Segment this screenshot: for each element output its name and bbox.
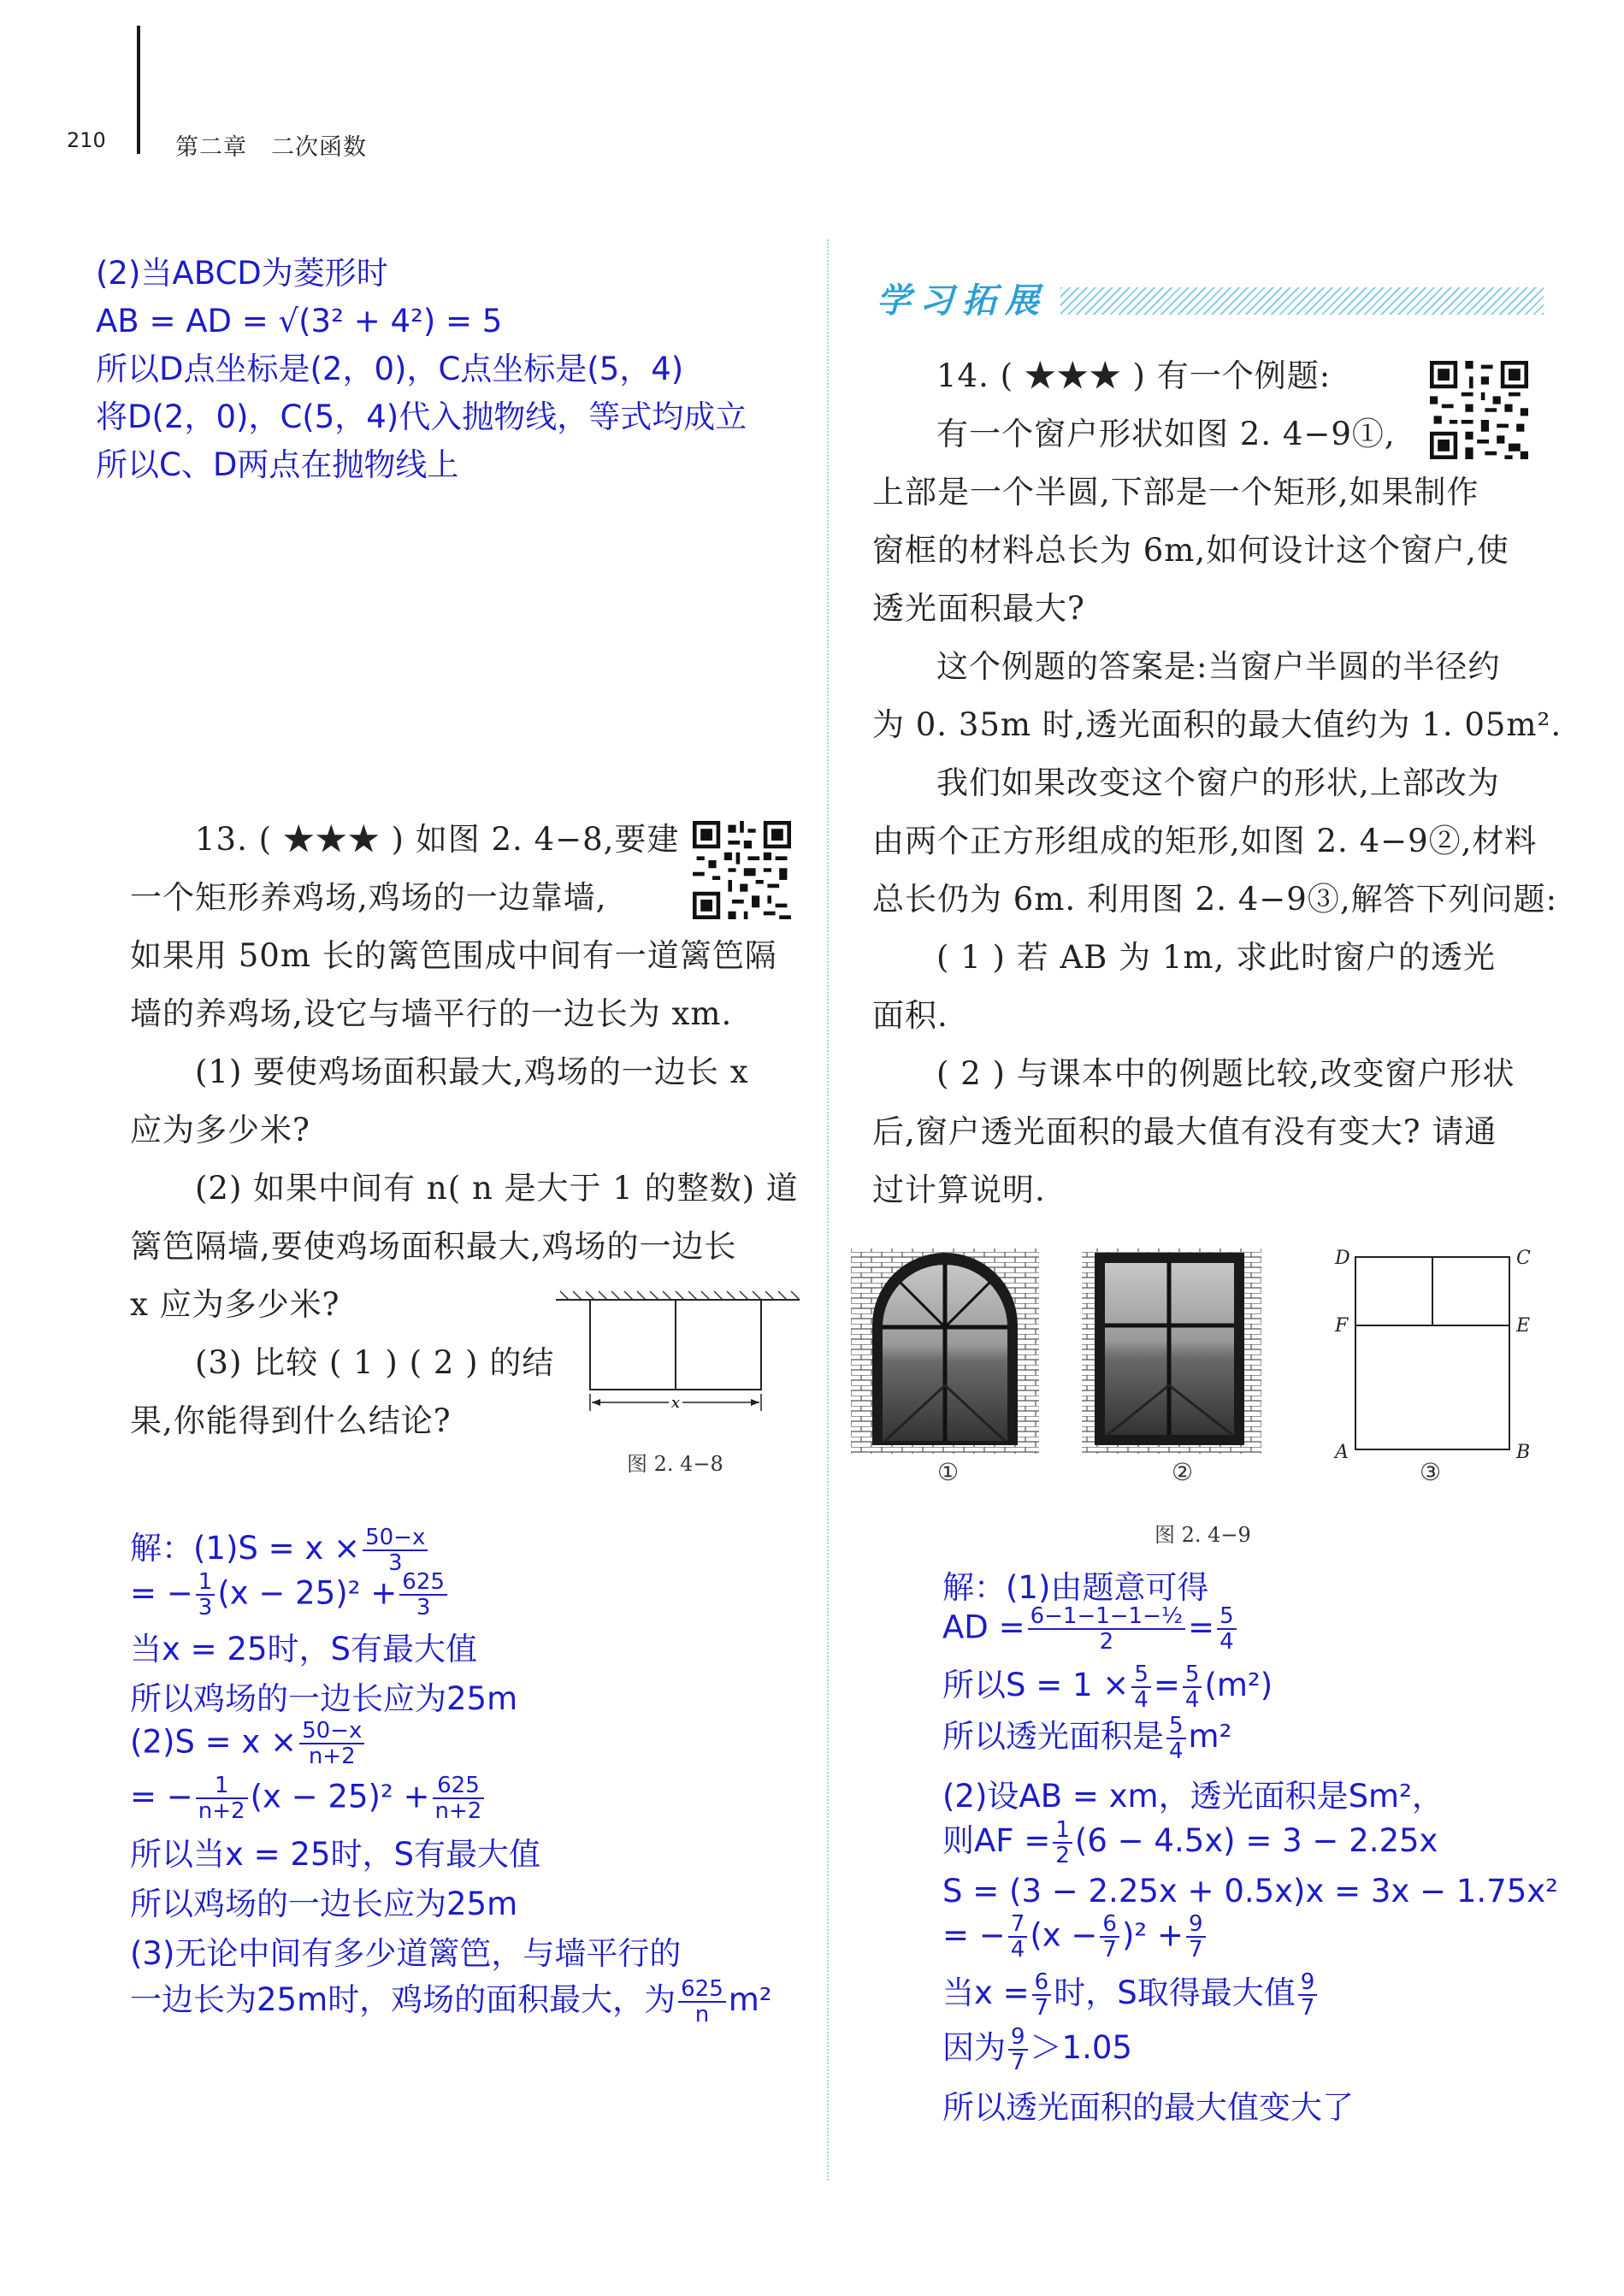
answer-line: 所以透光面积的最大值变大了 [942, 2089, 1354, 2126]
figure-label-3: ③ [1420, 1458, 1442, 1486]
problem-line: ( 1 ) 若 AB 为 1m, 求此时窗户的透光 [936, 939, 1497, 976]
problem-line: 13. ( ★★★ ) 如图 2. 4−8,要建 [195, 821, 680, 858]
figure-caption: 图 2. 4−8 [627, 1452, 723, 1476]
answer-12-part2 [96, 250, 747, 489]
answer-line: = − $\frac{1}{n+2}$ (x − 25)² + $\frac{625}{n+2}$ [130, 1774, 487, 1823]
figure-label-x: x [670, 1394, 681, 1412]
problem-line: 后,窗户透光面积的最大值有没有变大? 请通 [872, 1113, 1497, 1150]
problem-line: (2) 如果中间有 n( n 是大于 1 的整数) 道 [195, 1170, 799, 1207]
window-diagram [1355, 1257, 1509, 1449]
problem-line: 应为多少米? [130, 1112, 310, 1148]
answer-line: 所以鸡场的一边长应为25m [130, 1680, 518, 1717]
answer-line: = − $\frac{7}{4}$ (x − $\frac{6}{7}$ )² + $\frac{9}{7}$ [942, 1912, 1208, 1962]
problem-line: 篱笆隔墙,要使鸡场面积最大,鸡场的一边长 [130, 1228, 737, 1265]
answer-line: AB = AD = √(3² + 4²) = 5 [96, 303, 503, 339]
answer-line: 将D(2，0)，C(5，4)代入抛物线，等式均成立 [96, 398, 747, 435]
page-number: 210 [67, 128, 106, 152]
problem-line: 一个矩形养鸡场,鸡场的一边靠墙, [130, 879, 607, 916]
figure-2-4-8 [556, 1283, 804, 1445]
point-label-b: B [1516, 1442, 1531, 1463]
problem-line: 总长仍为 6m. 利用图 2. 4−9③,解答下列问题: [872, 881, 1558, 918]
problem-line: 这个例题的答案是:当窗户半圆的半径约 [936, 648, 1501, 685]
figure-2-4-9 [851, 1231, 1552, 1479]
answer-line: = − $\frac{1}{3}$ (x − 25)² + $\frac{625}{3}$ [130, 1570, 450, 1620]
answer-line: 所以S = 1 × $\frac{5}{4}$ = $\frac{5}{4}$ (m²) [942, 1661, 1273, 1713]
answer-line: 所以当x = 25时，S有最大值 [130, 1836, 540, 1873]
answer-line: 所以D点坐标是(2，0)，C点坐标是(5，4) [96, 351, 684, 387]
problem-line: 为 0. 35m 时,透光面积的最大值约为 1. 05m². [872, 706, 1562, 743]
section-title: 学习拓展 [877, 281, 1048, 321]
problem-line: 14. ( ★★★ ) 有一个例题: [936, 357, 1332, 394]
answer-line: (3)无论中间有多少道篱笆，与墙平行的 [130, 1935, 682, 1972]
point-label-f: F [1335, 1315, 1349, 1337]
answer-line: 所以鸡场的一边长应为25m [130, 1886, 518, 1922]
problem-line: 上部是一个半圆,下部是一个矩形,如果制作 [872, 474, 1479, 511]
problem-line: 过计算说明. [872, 1172, 1046, 1208]
figure-caption: 图 2. 4−9 [1155, 1523, 1251, 1547]
problem-line: 透光面积最大? [872, 590, 1085, 627]
column-divider [827, 239, 829, 2181]
problem-line: 如果用 50m 长的篱笆围成中间有一道篱笆隔 [130, 937, 777, 974]
problem-line: (3) 比较 ( 1 ) ( 2 ) 的结 [195, 1344, 555, 1381]
answer-line: 因为 $\frac{9}{7}$ ＞1.05 [942, 2023, 1132, 2075]
answer-line: (2)当ABCD为菱形时 [96, 255, 388, 292]
figure-label-2: ② [1172, 1458, 1194, 1486]
figure-label-1: ① [937, 1458, 960, 1486]
answer-line: (2)S = x × $\frac{50-x}{n+2}$ [130, 1719, 367, 1768]
answer-line: 一边长为25m时，鸡场的面积最大，为 $\frac{625}{n}$ m² [130, 1975, 772, 2027]
answer-line: (2)设AB = xm，透光面积是Sm²， [942, 1778, 1444, 1815]
header-rule [137, 26, 140, 154]
problem-line: 面积. [872, 997, 948, 1034]
problem-line: 墙的养鸡场,设它与墙平行的一边长为 xm. [130, 995, 733, 1032]
qr-code-icon[interactable] [693, 821, 791, 919]
window-rectangular [1082, 1248, 1261, 1454]
answer-line: S = (3 − 2.25x + 0.5x)x = 3x − 1.75x² [942, 1873, 1558, 1909]
answer-line: 当x = 25时，S有最大值 [130, 1631, 477, 1667]
window-arched [851, 1248, 1039, 1454]
problem-line: 果,你能得到什么结论? [130, 1402, 452, 1439]
answer-line: 解：(1)S = x × $\frac{50-x}{3}$ [130, 1522, 430, 1575]
problem-line: 由两个正方形组成的矩形,如图 2. 4−9②,材料 [872, 823, 1538, 859]
point-label-d: D [1335, 1248, 1350, 1269]
answer-line: AD = $\frac{\text{6−1−1−1−½}}{2}$ = $\frac{5}{4}$ [942, 1604, 1239, 1654]
chapter-title: 第二章 二次函数 [175, 134, 367, 161]
answer-line: 当x = $\frac{6}{7}$ 时，S取得最大值 $\frac{9}{7}$ [942, 1967, 1320, 2020]
point-label-c: C [1516, 1248, 1531, 1269]
title-hatch-decoration [1060, 287, 1544, 315]
answer-line: 所以透光面积是 $\frac{5}{4}$ m² [942, 1712, 1232, 1764]
answer-line: 则AF = $\frac{1}{2}$ (6 − 4.5x) = 3 − 2.25x [942, 1816, 1438, 1868]
problem-line: x 应为多少米? [130, 1286, 340, 1323]
answer-line: 解：(1)由题意可得 [942, 1569, 1209, 1606]
problem-line: ( 2 ) 与课本中的例题比较,改变窗户形状 [936, 1055, 1515, 1092]
point-label-a: A [1335, 1442, 1349, 1463]
qr-code-icon[interactable] [1430, 361, 1528, 459]
problem-line: 我们如果改变这个窗户的形状,上部改为 [936, 764, 1500, 801]
point-label-e: E [1516, 1315, 1531, 1337]
answer-line: 所以C、D两点在抛物线上 [96, 446, 459, 483]
problem-line: (1) 要使鸡场面积最大,鸡场的一边长 x [195, 1054, 749, 1090]
problem-line: 窗框的材料总长为 6m,如何设计这个窗户,使 [872, 532, 1509, 569]
problem-line: 有一个窗户形状如图 2. 4−9①, [936, 416, 1396, 452]
